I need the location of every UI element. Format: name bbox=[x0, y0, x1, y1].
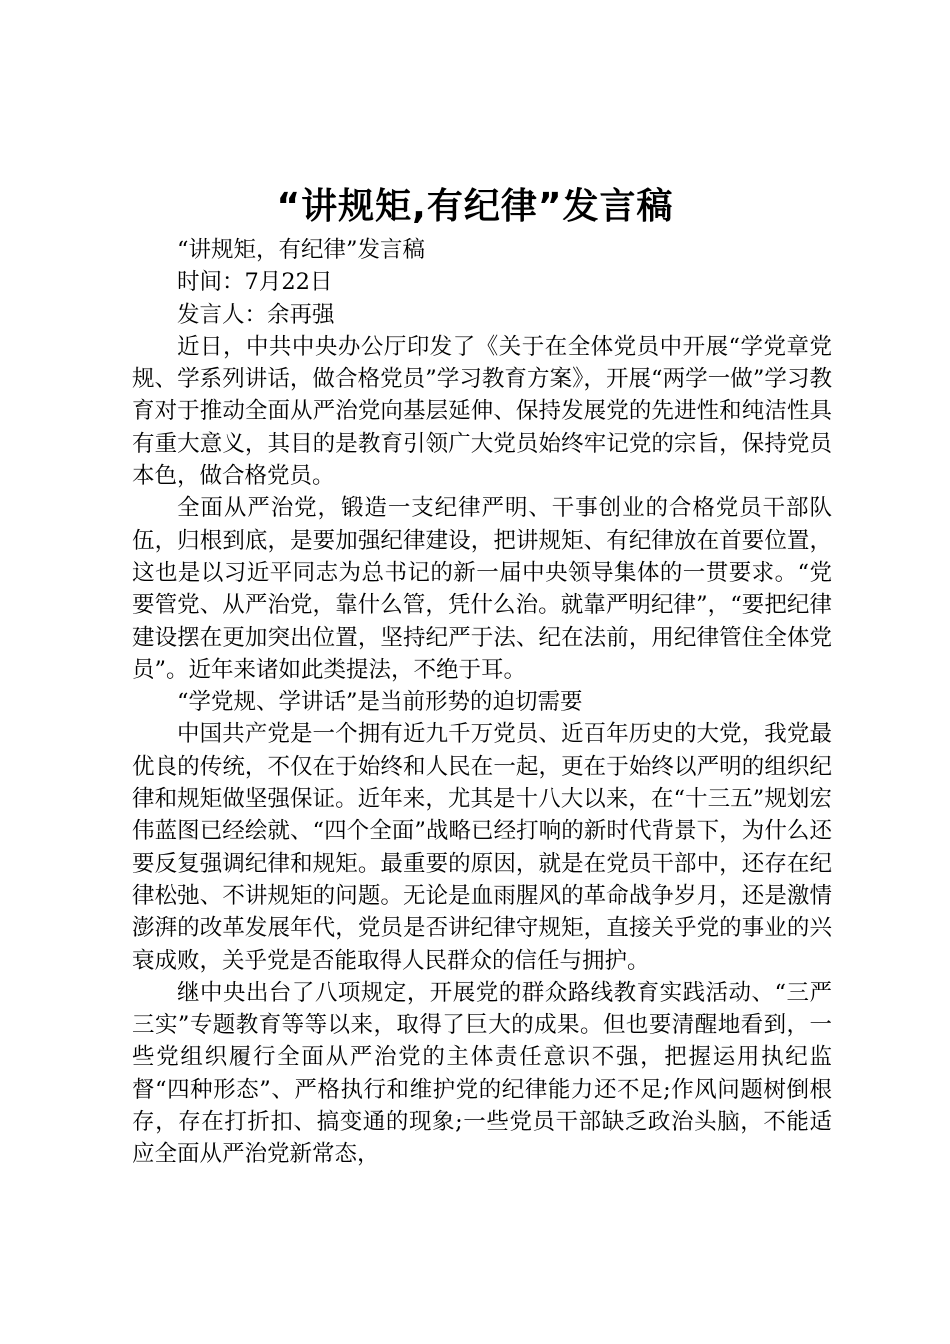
document-body bbox=[132, 234, 832, 1171]
paragraph-speaker: 发言人：余再强 bbox=[177, 301, 335, 328]
paragraph: 近日，中共中央办公厅印发了《关于在全体党员中开展“学党章党规、学系列讲话，做合格党员”学习教育方案》，开展“两学一做”学习教育对于推动全面从严治党向基层延伸、保持发展党的先进性和纯洁性具有重大意义，其目的是教育引领广大党员始终牢记党的宗旨，保持党员本色，做合格党员。 bbox=[132, 333, 832, 490]
paragraph: 全面从严治党，锻造一支纪律严明、干事创业的合格党员干部队伍，归根到底，是要加强纪律建设，把讲规矩、有纪律放在首要位置，这也是以习近平同志为总书记的新一届中央领导集体的一贯要求。“党要管党、从严治党，靠什么管，凭什么治。就靠严明纪律”，“要把纪律建设摆在更加突出位置，坚持纪严于法、纪在法前，用纪律管住全体党员”。近年来诸如此类提法，不绝于耳。 bbox=[132, 495, 832, 683]
paragraph: 中国共产党是一个拥有近九千万党员、近百年历史的大党，我党最优良的传统，不仅在于始终和人民在一起，更在于始终以严明的组织纪律和规矩做坚强保证。近年来，尤其是十八大以来，在“十三五”规划宏伟蓝图已经绘就、“四个全面”战略已经打响的新时代背景下，为什么还要反复强调纪律和规矩。最重要的原因，就是在党员干部中，还存在纪律松弛、不讲规矩的问题。无论是血雨腥风的革命战争岁月，还是激情澎湃的改革发展年代，党员是否讲纪律守规矩，直接关乎党的事业的兴衰成败，关乎党是否能取得人民群众的信任与拥护。 bbox=[132, 721, 832, 974]
document-title: “讲规矩,有纪律”发言稿 bbox=[276, 186, 674, 227]
paragraph-date: 时间：7月22日 bbox=[177, 269, 333, 296]
section-heading: “学党规、学讲话”是当前形势的迫切需要 bbox=[177, 689, 583, 716]
paragraph-subtitle: “讲规矩，有纪律”发言稿 bbox=[177, 237, 426, 263]
paragraph: 继中央出台了八项规定，开展党的群众路线教育实践活动、“三严三实”专题教育等等以来，取得了巨大的成果。但也要清醒地看到，一些党组织履行全面从严治党的主体责任意识不强，把握运用执纪监督“四种形态”、严格执行和维护党的纪律能力还不足;作风问题树倒根存，存在打折扣、搞变通的现象;一些党员干部缺乏政治头脑，不能适应全面从严治党新常态， bbox=[132, 979, 832, 1168]
